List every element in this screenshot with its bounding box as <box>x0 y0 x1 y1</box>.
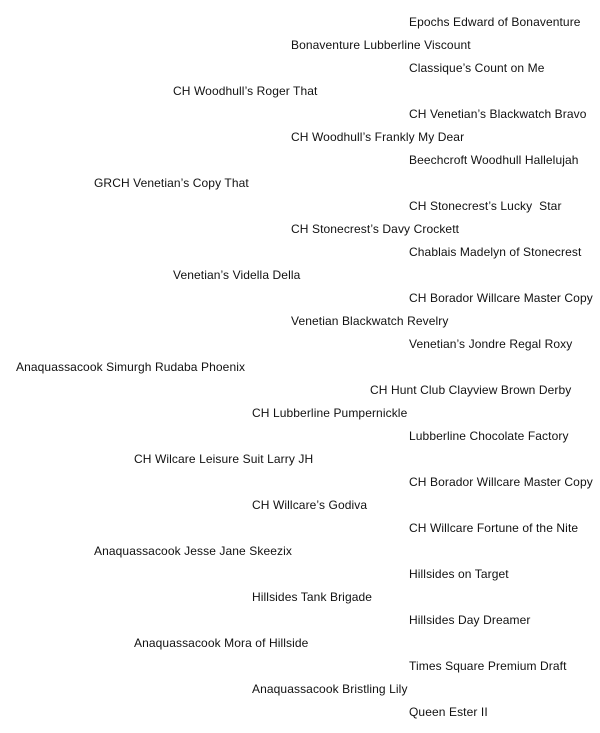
pedigree-entry-6: CH Woodhull’s Frankly My Dear <box>291 130 465 144</box>
pedigree-entry-9: CH Stonecrest’s Lucky Star <box>409 199 562 213</box>
pedigree-entry-7: Beechcroft Woodhull Hallelujah <box>409 153 579 167</box>
pedigree-entry-20: CH Wilcare Leisure Suit Larry JH <box>134 452 314 466</box>
pedigree-entry-3: Classique’s Count on Me <box>409 61 545 75</box>
pedigree-entry-26: Hillsides Tank Brigade <box>252 590 373 604</box>
pedigree-entry-13: CH Borador Willcare Master Copy <box>409 291 593 305</box>
pedigree-entry-5: CH Venetian’s Blackwatch Bravo <box>409 107 587 121</box>
pedigree-entry-25: Hillsides on Target <box>409 567 509 581</box>
pedigree-entry-27: Hillsides Day Dreamer <box>409 613 531 627</box>
pedigree-entry-2: Bonaventure Lubberline Viscount <box>291 38 471 52</box>
pedigree-entry-19: Lubberline Chocolate Factory <box>409 429 569 443</box>
pedigree-entry-11: Chablais Madelyn of Stonecrest <box>409 245 582 259</box>
pedigree-entry-18: CH Lubberline Pumpernickle <box>252 406 408 420</box>
pedigree-entry-4: CH Woodhull’s Roger That <box>173 84 318 98</box>
pedigree-entry-8: GRCH Venetian’s Copy That <box>94 176 249 190</box>
pedigree-entry-17: CH Hunt Club Clayview Brown Derby <box>370 383 572 397</box>
pedigree-entry-30: Anaquassacook Bristling Lily <box>252 682 408 696</box>
pedigree-entry-10: CH Stonecrest’s Davy Crockett <box>291 222 460 236</box>
pedigree-entry-22: CH Willcare’s Godiva <box>252 498 368 512</box>
pedigree-entry-1: Epochs Edward of Bonaventure <box>409 15 581 29</box>
pedigree-entry-24: Anaquassacook Jesse Jane Skeezix <box>94 544 292 558</box>
pedigree-entry-21: CH Borador Willcare Master Copy <box>409 475 593 489</box>
pedigree-entry-31: Queen Ester II <box>409 705 488 719</box>
pedigree-entry-15: Venetian’s Jondre Regal Roxy <box>409 337 573 351</box>
pedigree-entry-29: Times Square Premium Draft <box>409 659 567 673</box>
pedigree-entry-12: Venetian’s Vidella Della <box>173 268 301 282</box>
pedigree-entry-23: CH Willcare Fortune of the Nite <box>409 521 579 535</box>
pedigree-entry-14: Venetian Blackwatch Revelry <box>291 314 449 328</box>
pedigree-entry-16: Anaquassacook Simurgh Rudaba Phoenix <box>16 360 246 374</box>
pedigree-entry-28: Anaquassacook Mora of Hillside <box>134 636 309 650</box>
